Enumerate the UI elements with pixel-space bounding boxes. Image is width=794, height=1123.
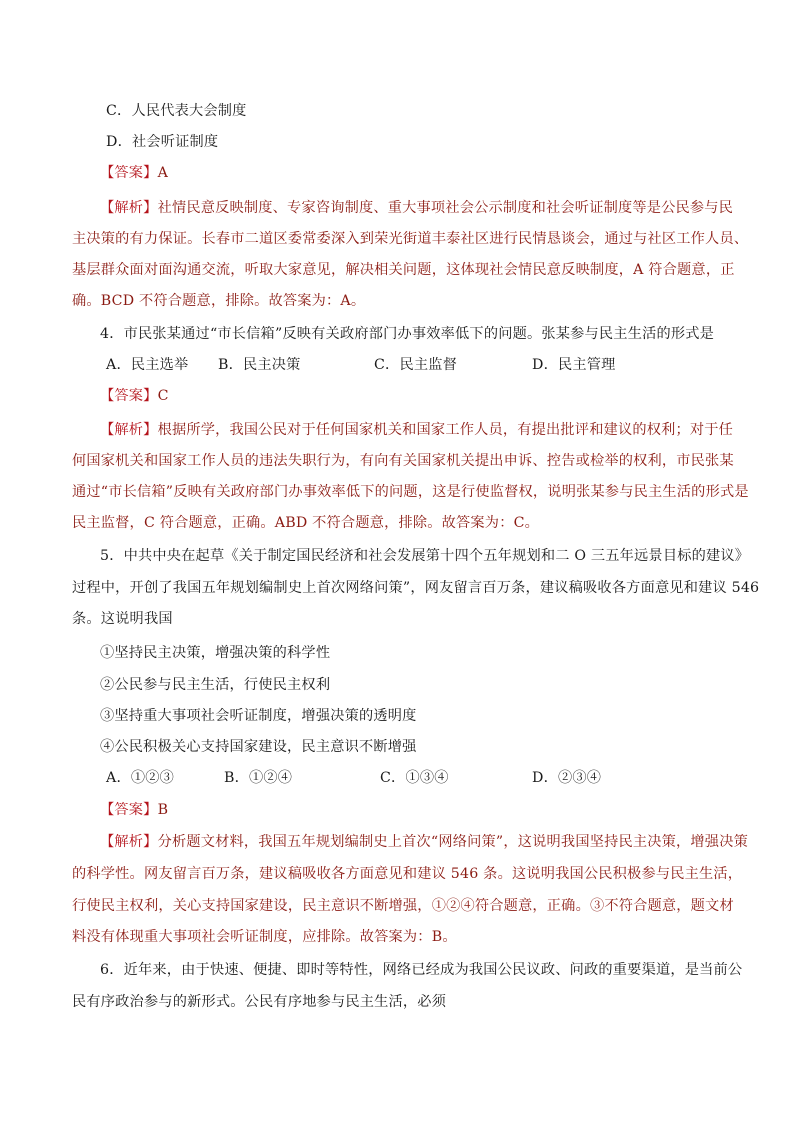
q4-analysis-line-4: 民主监督，C 符合题意，正确。ABD 不符合题意，排除。故答案为：C。 (72, 515, 540, 531)
q6-stem-line-1: 6．近年来，由于快速、便捷、即时等特性，网络已经成为我国公民议政、问政的重要渠道，是当前公 (100, 962, 743, 978)
q5-stem-line-1: 5．中共中央在起草《关于制定国民经济和社会发展第十四个五年规划和二 O 三五年远景目标的建议》 (100, 548, 750, 564)
q5-answer (100, 800, 750, 820)
q4-option-c: C．民主监督 (374, 357, 457, 373)
q3-option-d: D．社会听证制度 (106, 134, 219, 150)
q4-options (106, 355, 756, 375)
q5-analysis-line-4: 料没有体现重大事项社会听证制度，应排除。故答案为：B。 (72, 929, 457, 945)
q5-stem-line-2: 过程中，开创了我国五年规划编制史上首次网络问策”，网友留言百万条，建议稿吸收各方面意见和建议 546 (72, 580, 760, 596)
q5-statement-4: ④公民积极关心支持国家建设，民主意识不断增强 (100, 739, 417, 755)
q3-analysis-line-3: 基层群众面对面沟通交流，听取大家意见，解决相关问题，这体现社会情民意反映制度，A 符合题意，正 (72, 262, 735, 278)
q4-option-d: D．民主管理 (532, 357, 616, 373)
q5-option-c: C．①③④ (380, 770, 449, 786)
analysis-tag: 【解析】 (100, 834, 158, 850)
q5-option-a: A．①②③ (106, 770, 174, 786)
analysis-text: 社情民意反映制度、专家咨询制度、重大事项社会公示制度和社会听证制度等是公民参与民 (157, 200, 734, 216)
q3-analysis-line-2: 主决策的有力保证。长春市二道区委常委深入到荣光街道丰泰社区进行民情恳谈会，通过与社区工作人员、 (72, 231, 749, 247)
q4-stem: 4．市民张某通过“市长信箱”反映有关政府部门办事效率低下的问题。张某参与民主生活的形式是 (100, 326, 715, 342)
q4-option-b: B．民主决策 (218, 357, 301, 373)
q3-analysis-line-1 (100, 198, 750, 218)
q5-analysis-line-2: 的科学性。网友留言百万条，建议稿吸收各方面意见和建议 546 条。这说明我国公民积极参与民主生活， (72, 866, 743, 882)
answer-tag: 【答案】 (100, 802, 158, 818)
q4-analysis-line-1 (100, 420, 750, 440)
q5-statement-2: ②公民参与民主生活，行使民主权利 (100, 677, 331, 693)
q3-option-c: C．人民代表大会制度 (106, 103, 247, 119)
q5-stem-line-3: 条。这说明我国 (72, 611, 173, 627)
q4-analysis-line-3: 通过“市长信箱”反映有关政府部门办事效率低下的问题，这是行使监督权，说明张某参与民主生活的形式是 (72, 484, 749, 500)
q5-statement-1: ①坚持民主决策，增强决策的科学性 (100, 645, 331, 661)
answer-value: C (157, 388, 169, 404)
q4-analysis-line-2: 何国家机关和国家工作人员的违法失职行为，有向有关国家机关提出申诉、控告或检举的权利，市民张某 (72, 453, 734, 469)
answer-value: A (157, 165, 169, 181)
q3-analysis-line-4: 确。BCD 不符合题意，排除。故答案为：A。 (72, 293, 366, 309)
q6-stem-line-2: 民有序政治参与的新形式。公民有序地参与民主生活，必须 (72, 994, 447, 1010)
q4-option-a: A．民主选举 (106, 357, 189, 373)
analysis-tag: 【解析】 (100, 200, 158, 216)
q5-statement-3: ③坚持重大事项社会听证制度，增强决策的透明度 (100, 708, 417, 724)
answer-value: B (157, 802, 169, 818)
q5-options (106, 768, 756, 788)
analysis-text: 分析题文材料，我国五年规划编制史上首次“网络问策”，这说明我国坚持民主决策，增强决策 (157, 834, 748, 850)
q5-option-d: D．②③④ (532, 770, 602, 786)
q3-answer (100, 163, 750, 183)
answer-tag: 【答案】 (100, 165, 158, 181)
q5-option-b: B．①②④ (224, 770, 293, 786)
analysis-tag: 【解析】 (100, 422, 158, 438)
q5-analysis-line-1 (100, 832, 750, 852)
q5-analysis-line-3: 行使民主权利，关心支持国家建设，民主意识不断增强，①②④符合题意，正确。③不符合题意，题文材 (72, 898, 734, 914)
q4-answer (100, 386, 750, 406)
analysis-text: 根据所学，我国公民对于任何国家机关和国家工作人员，有提出批评和建议的权利；对于任 (157, 422, 734, 438)
answer-tag: 【答案】 (100, 388, 158, 404)
